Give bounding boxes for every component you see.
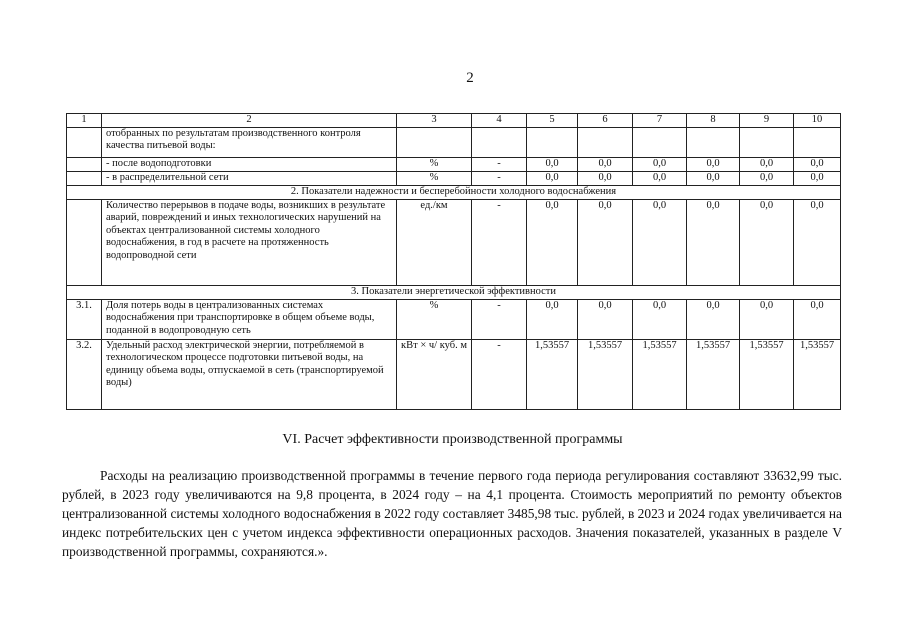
value-cell [633, 127, 687, 157]
base-value-cell: - [472, 199, 527, 285]
value-cell: 1,53557 [527, 339, 578, 409]
value-cell: 0,0 [633, 157, 687, 171]
unit-cell [397, 127, 472, 157]
value-cell: 0,0 [527, 199, 578, 285]
indicator-name: отобранных по результатам производственного контроля качества питьевой воды: [102, 127, 397, 157]
value-cell: 0,0 [740, 299, 794, 339]
value-cell: 0,0 [527, 299, 578, 339]
page-number: 2 [466, 70, 474, 86]
base-value-cell: - [472, 171, 527, 185]
value-cell: 0,0 [633, 299, 687, 339]
unit-cell: % [397, 157, 472, 171]
table-row [67, 171, 841, 185]
row-number [67, 157, 102, 171]
value-cell: 0,0 [740, 171, 794, 185]
header-cell: 10 [794, 114, 841, 128]
value-cell: 1,53557 [578, 339, 633, 409]
base-value-cell: - [472, 339, 527, 409]
value-cell: 0,0 [740, 199, 794, 285]
header-cell: 1 [67, 114, 102, 128]
header-cell: 5 [527, 114, 578, 128]
value-cell: 0,0 [578, 157, 633, 171]
section-row [67, 185, 841, 199]
indicator-name: Доля потерь воды в централизованных системах водоснабжения при транспортировке в общем объеме воды, поданной в водопроводную сеть [102, 299, 397, 339]
value-cell [740, 127, 794, 157]
value-cell: 0,0 [794, 171, 841, 185]
indicator-name: Количество перерывов в подаче воды, возникших в результате аварий, повреждений и иных технологических нарушений на объектах централизованной системы холодного водоснабжения, в год в расчете на протяженность водопроводной сети [102, 199, 397, 285]
value-cell: 0,0 [794, 199, 841, 285]
table-row [67, 127, 841, 157]
section-title: 3. Показатели энергетической эффективности [67, 285, 841, 299]
header-cell: 4 [472, 114, 527, 128]
indicator-name: - после водоподготовки [102, 157, 397, 171]
header-cell: 2 [102, 114, 397, 128]
value-cell: 1,53557 [687, 339, 740, 409]
value-cell: 0,0 [578, 171, 633, 185]
unit-cell: % [397, 299, 472, 339]
header-cell: 8 [687, 114, 740, 128]
indicators-table [66, 113, 841, 410]
row-number: 3.2. [67, 339, 102, 409]
paragraph-text: Расходы на реализацию производственной программы в течение первого года периода регулирования составляют 33632,99 тыс. рублей, в 2023 году увеличиваются на 9,8 процента, в 2024 году – на 4,1 процента. Стоимость мероприятий по ремонту объектов централизованной системы холодного водоснабжения в 2022 году составляет 3485,98 тыс. рублей, в 2023 и 2024 годах увеличивается на индекс потребительских цен с учетом индекса эффективности операционных расходов. Значения показателей, указанных в разделе V производственной программы, сохраняются.». [62, 468, 842, 559]
table-row [67, 299, 841, 339]
value-cell: 0,0 [687, 199, 740, 285]
unit-cell: ед./км [397, 199, 472, 285]
value-cell [794, 127, 841, 157]
value-cell: 0,0 [740, 157, 794, 171]
row-number [67, 171, 102, 185]
value-cell: 0,0 [633, 199, 687, 285]
value-cell [527, 127, 578, 157]
value-cell: 0,0 [527, 157, 578, 171]
value-cell [687, 127, 740, 157]
value-cell: 0,0 [687, 299, 740, 339]
table-row [67, 157, 841, 171]
value-cell: 0,0 [578, 199, 633, 285]
value-cell: 0,0 [687, 171, 740, 185]
section-heading: VI. Расчет эффективности производственной программы [282, 432, 623, 447]
row-number [67, 199, 102, 285]
value-cell: 1,53557 [740, 339, 794, 409]
table-row [67, 199, 841, 285]
unit-cell: % [397, 171, 472, 185]
header-cell: 3 [397, 114, 472, 128]
header-cell: 9 [740, 114, 794, 128]
value-cell: 0,0 [633, 171, 687, 185]
value-cell: 1,53557 [633, 339, 687, 409]
value-cell: 0,0 [794, 157, 841, 171]
value-cell: 0,0 [527, 171, 578, 185]
indicator-name: Удельный расход электрической энергии, потребляемой в технологическом процессе подготовки питьевой воды, на единицу объема воды, отпускаемой в сеть (транспортируемой воды) [102, 339, 397, 409]
body-paragraph [62, 466, 842, 561]
section-row [67, 285, 841, 299]
table-row [67, 339, 841, 409]
row-number: 3.1. [67, 299, 102, 339]
header-cell: 6 [578, 114, 633, 128]
indicator-name: - в распределительной сети [102, 171, 397, 185]
base-value-cell: - [472, 299, 527, 339]
section-title: 2. Показатели надежности и бесперебойности холодного водоснабжения [67, 185, 841, 199]
base-value-cell: - [472, 157, 527, 171]
value-cell: 1,53557 [794, 339, 841, 409]
table-header-row [67, 114, 841, 128]
value-cell [578, 127, 633, 157]
base-value-cell [472, 127, 527, 157]
row-number [67, 127, 102, 157]
header-cell: 7 [633, 114, 687, 128]
value-cell: 0,0 [578, 299, 633, 339]
value-cell: 0,0 [794, 299, 841, 339]
unit-cell: кВт × ч/ куб. м [397, 339, 472, 409]
value-cell: 0,0 [687, 157, 740, 171]
